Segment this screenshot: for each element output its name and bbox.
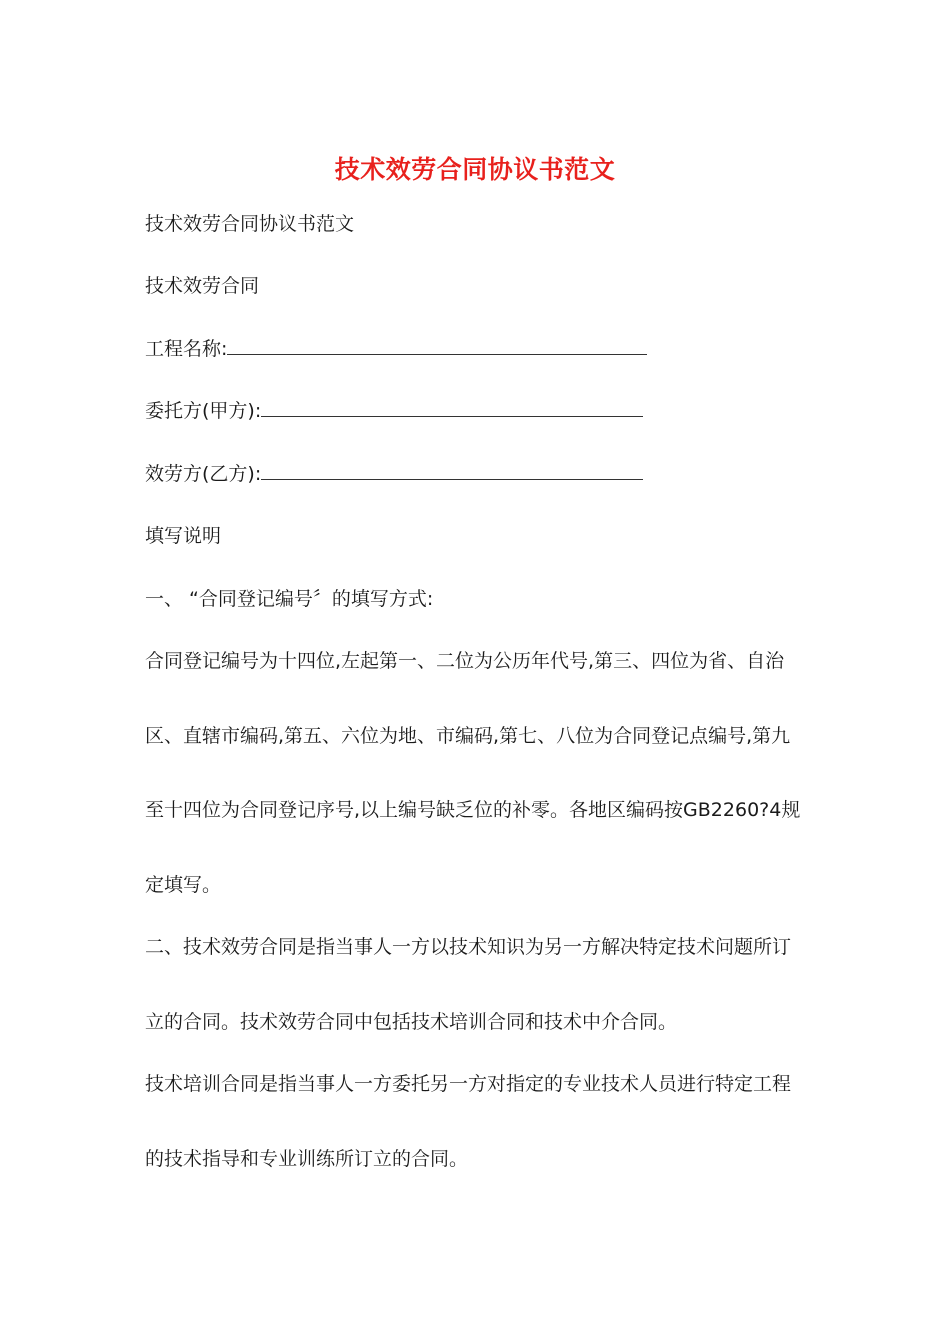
field-label: 效劳方(乙方):: [145, 463, 262, 485]
contract-label: 技术效劳合同: [145, 275, 260, 297]
paragraph-line: 的技术指导和专业训练所订立的合同。: [145, 1148, 469, 1170]
document-subtitle: 技术效劳合同协议书范文: [145, 213, 355, 235]
instructions-heading: 填写说明: [145, 525, 222, 547]
paragraph-line: 至十四位为合同登记序号,以上编号缺乏位的补零。各地区编码按GB2260?4规: [145, 799, 801, 821]
client-blank: [261, 398, 643, 417]
paragraph-line: 技术培训合同是指当事人一方委托另一方对指定的专业技术人员进行特定工程: [145, 1073, 792, 1095]
field-provider: [145, 461, 643, 487]
section1-heading: 一、 “合同登记编号〞的填写方式:: [145, 588, 434, 610]
paragraph-line: 区、直辖市编码,第五、六位为地、市编码,第七、八位为合同登记点编号,第九: [145, 725, 791, 747]
paragraph-line: 二、技术效劳合同是指当事人一方以技术知识为另一方解决特定技术问题所订: [145, 936, 792, 958]
document-title: 技术效劳合同协议书范文: [334, 155, 616, 184]
field-client: [145, 398, 643, 424]
project-name-blank: [227, 336, 647, 355]
field-label: 委托方(甲方):: [145, 400, 262, 422]
paragraph-line: 合同登记编号为十四位,左起第一、二位为公历年代号,第三、四位为省、自治: [145, 650, 785, 672]
paragraph-line: 立的合同。技术效劳合同中包括技术培训合同和技术中介合同。: [145, 1011, 678, 1033]
provider-blank: [261, 461, 643, 480]
paragraph-line: 定填写。: [145, 874, 222, 896]
field-project-name: [145, 336, 647, 362]
field-label: 工程名称:: [145, 338, 228, 360]
